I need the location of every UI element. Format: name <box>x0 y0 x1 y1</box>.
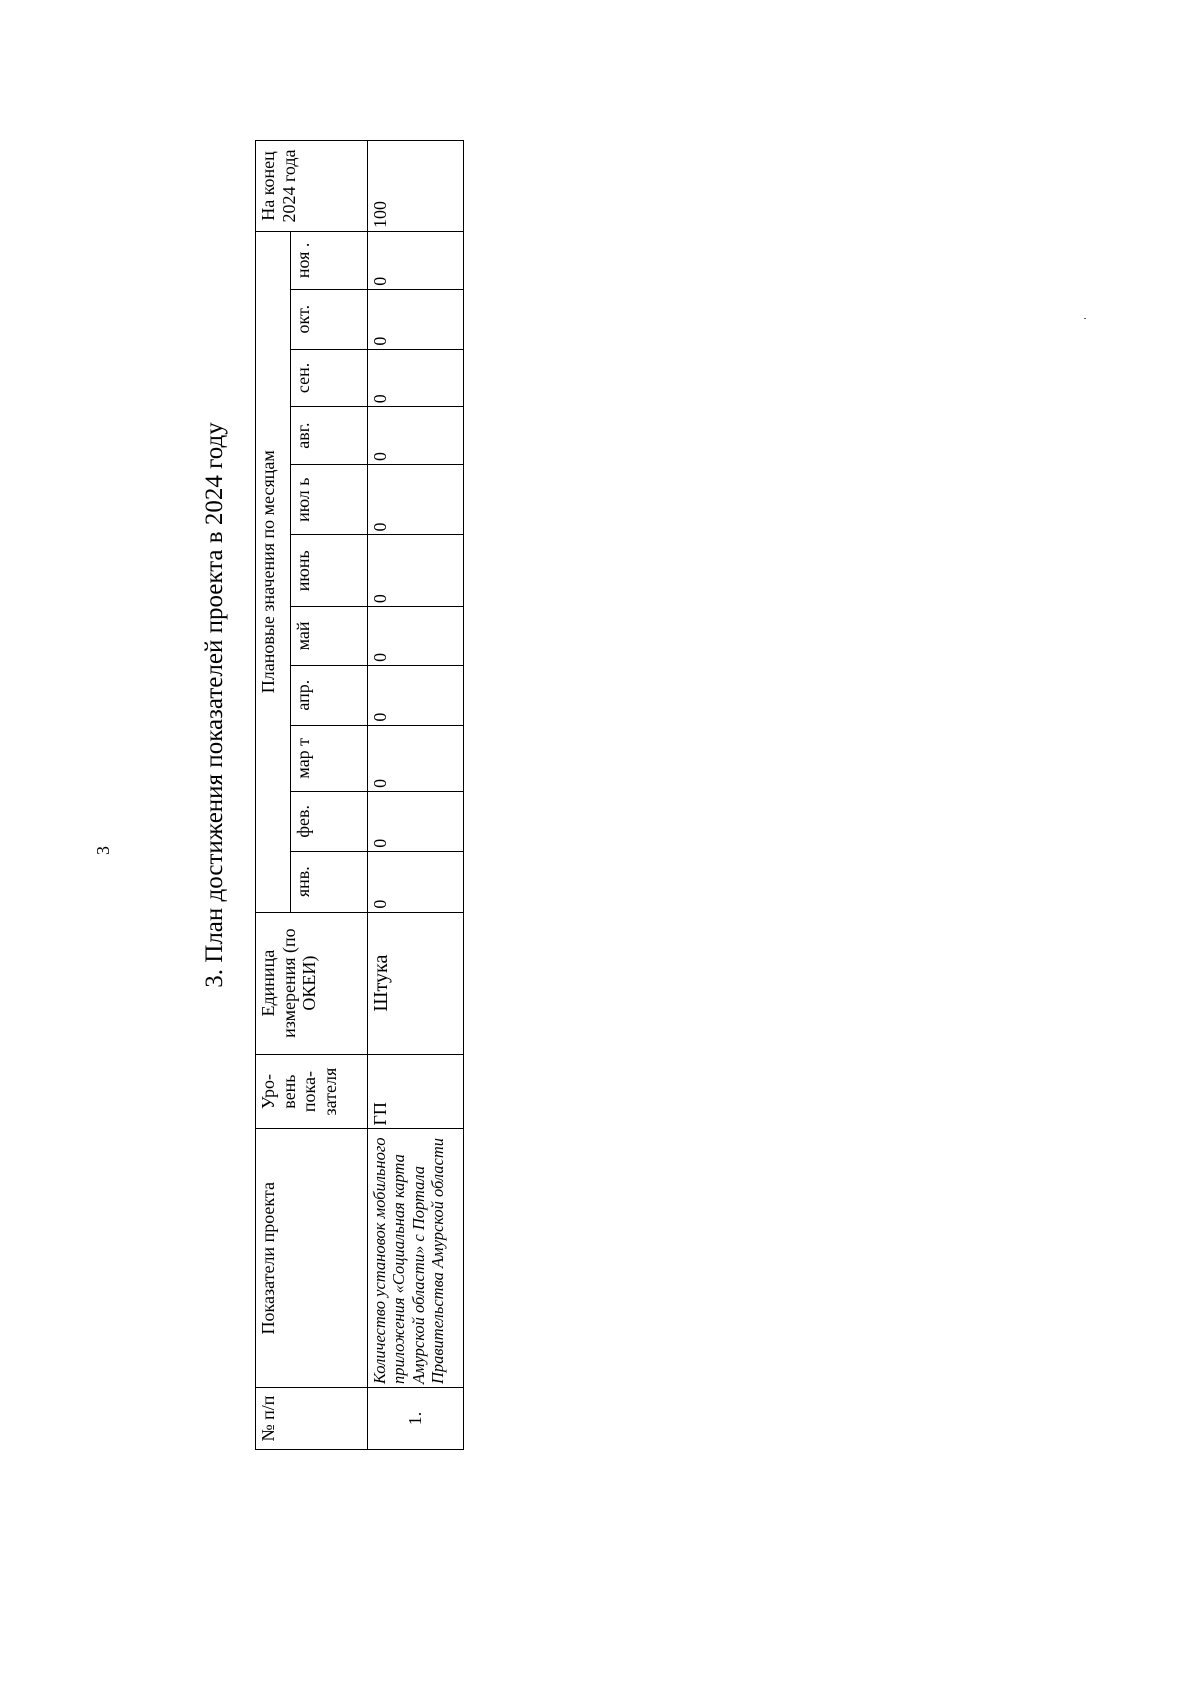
row-unit: Штука <box>368 912 464 1054</box>
header-month: фев. <box>291 791 368 851</box>
header-num: № п/п <box>256 1388 368 1450</box>
row-month-value: 0 <box>368 289 464 349</box>
row-month-value: 0 <box>368 407 464 465</box>
row-month-value: 0 <box>368 607 464 666</box>
rotated-page-content <box>195 125 495 1575</box>
header-unit: Единица измерения (по ОКЕИ) <box>256 912 368 1054</box>
header-month: авг. <box>291 407 368 465</box>
row-month-value: 0 <box>368 725 464 791</box>
scan-mark <box>1084 318 1086 319</box>
row-level: ГП <box>368 1054 464 1129</box>
page-number: 3 <box>93 846 113 855</box>
section-title: 3. План достижения показателей проекта в 2024 году <box>201 422 228 988</box>
header-planned-values: Плановые значения по месяцам <box>256 231 291 912</box>
row-num: 1. <box>368 1388 464 1450</box>
row-month-value: 0 <box>368 535 464 607</box>
row-month-value: 0 <box>368 231 464 289</box>
row-end-of-year: 100 <box>368 141 464 232</box>
row-month-value: 0 <box>368 464 464 535</box>
header-month: окт. <box>291 289 368 349</box>
table-row <box>368 141 464 1450</box>
row-month-value: 0 <box>368 791 464 851</box>
row-month-value: 0 <box>368 665 464 725</box>
header-indicator: Показатели проекта <box>256 1129 368 1388</box>
header-month: мар т <box>291 725 368 791</box>
header-month: апр. <box>291 665 368 725</box>
header-month: июл ь <box>291 464 368 535</box>
row-indicator: Количество установок мобильного приложения «Социальная карта Амурской области» с Портала Правительства Амурской области <box>368 1129 464 1388</box>
header-row-top <box>256 141 291 1450</box>
header-month: сен. <box>291 349 368 407</box>
header-month: май <box>291 607 368 666</box>
header-level: Уро-вень пока-зателя <box>256 1054 368 1129</box>
header-end-of-year: На конец 2024 года <box>256 141 368 232</box>
row-month-value: 0 <box>368 851 464 912</box>
header-month: июнь <box>291 535 368 607</box>
header-month: ноя . <box>291 231 368 289</box>
indicators-plan-table <box>255 140 464 1450</box>
header-month: янв. <box>291 851 368 912</box>
row-month-value: 0 <box>368 349 464 407</box>
